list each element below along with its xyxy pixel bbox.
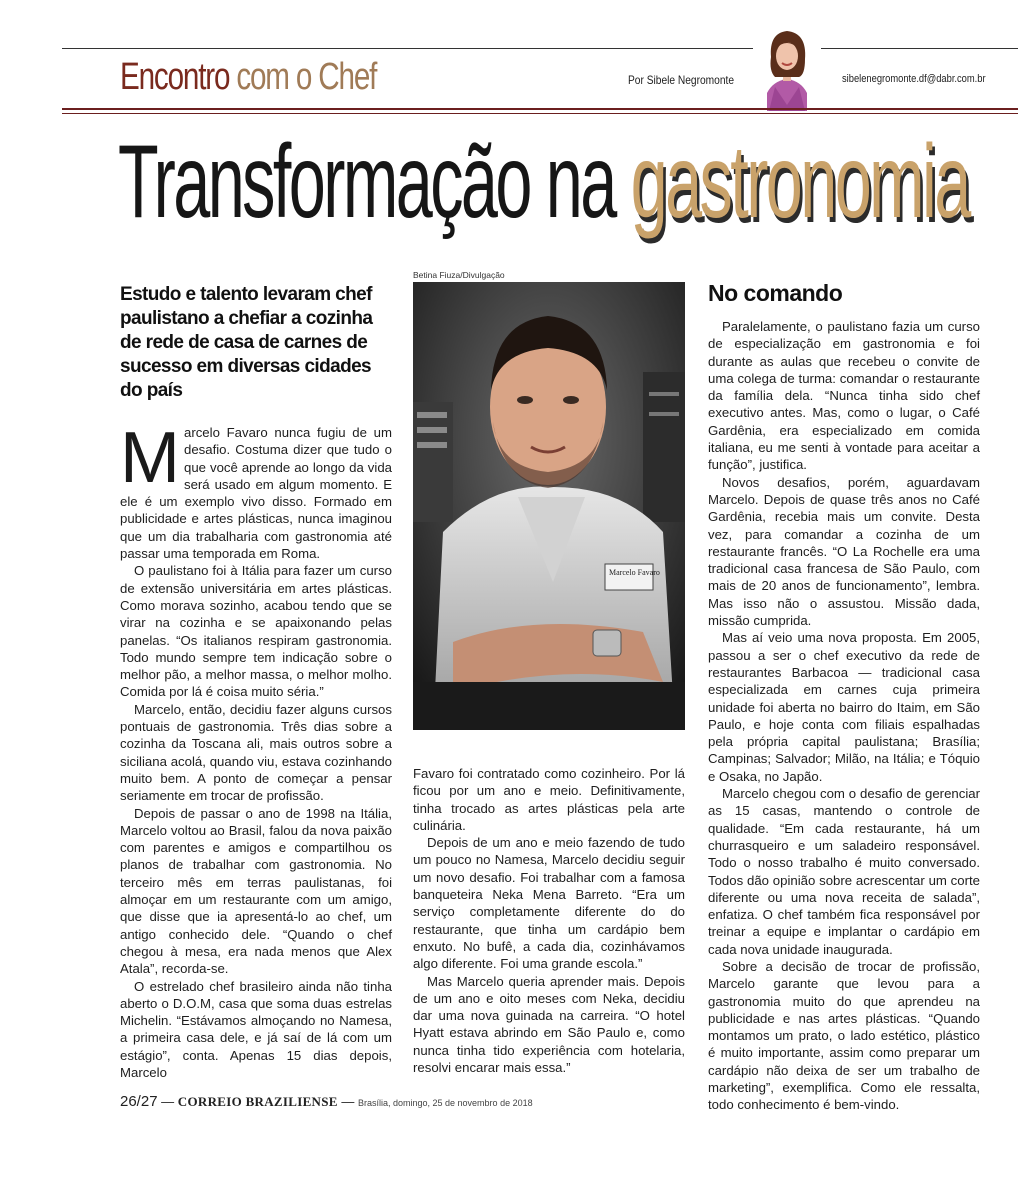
paragraph: O estrelado chef brasileiro ainda não tinha aberto o D.O.M, casa que soma duas estrelas Michelin. “Estávamos almoçando no Namesa, a primeira casa dele, e já saí de lá com um estágio”, conta. Apenas 15 dias depois, Marcelo: [120, 978, 392, 1080]
paragraph: Paralelamente, o paulistano fazia um curso de especialização em gastronomia e foi durante as aulas que recebeu o convite de uma colega de turma: comandar o restaurante da família dela. “Nunca tinha sido chef executivo antes. Mas, como o lugar, o Café Gardênia, era especializado em comida italiana, eu me senti à vontade para aceitar a função”, justifica.: [708, 319, 980, 473]
publication-date: Brasília, domingo, 25 de novembro de 2018: [357, 1098, 533, 1108]
paragraph: Favaro foi contratado como cozinheiro. Por lá ficou por um ano e meio. Definitivamente, tinha trocado as artes plásticas pela arte culinária.: [413, 766, 685, 833]
section-label: [120, 56, 376, 99]
article-column-3: [708, 318, 980, 1114]
paragraph: Mas Marcelo queria aprender mais. Depois de um ano e oito meses com Neka, decidiu dar uma nova guinada na carreira. “O hotel Hyatt estava abrindo em São Paulo e, como nunca tinha tido experiência com hotelaria, resolvi encarar mais essa.”: [413, 973, 685, 1076]
author-byline: Por Sibele Negromonte: [628, 73, 735, 87]
header-rule-thin: [62, 113, 1018, 114]
footer-dash: —: [341, 1094, 355, 1109]
section-label-word2: com o Chef: [236, 56, 377, 98]
newspaper-brand: CORREIO BRAZILIENSE: [177, 1094, 338, 1109]
paragraph: Mas aí veio uma nova proposta. Em 2005, passou a ser o chef executivo da rede de restaurantes Barbacoa — tradicional casa especializada em carnes cuja primeira unidade foi aberta no bairro do Itaim, em São Paulo, e hoje conta com filiais espalhadas pela própria capital paulistana; Brasília; Campinas; Salvador; Milão, na Itália; e Tóquio e Osaka, no Japão.: [708, 630, 980, 784]
paragraph: Sobre a decisão de trocar de profissão, Marcelo garante que levou para a gastronomia muito do que aprendeu na publicidade e nas artes plásticas. “Quando montamos um prato, o lado estético, plástico é muito importante, assim como preparar um cardápio não deixa de ser um trabalho de marketing”, exemplifica. Como ele ressalta, todo conhecimento é bem-vindo.: [708, 958, 980, 1113]
article-column-1: [120, 418, 392, 1081]
headline-main: Transformação na: [118, 124, 615, 240]
section-heading-no-comando: No comando: [708, 280, 843, 306]
footer-dash: —: [161, 1094, 175, 1109]
paragraph: Novos desafios, porém, aguardavam Marcelo. Depois de quase três anos no Café Gardênia, recebia mais um convite. Desta vez, para comandar a cozinha de um restaurante francês. “O La Rochelle era uma tradicional casa francesa de São Paulo, com mais de 20 anos de funcionamento”, lembra. Mas isso não o assustou. Missão dada, missão cumprida.: [708, 474, 980, 629]
paragraph: Marcelo Favaro nunca fugiu de um desafio. Costuma dizer que tudo o que você aprende ao longo da vida será usado em algum momento. E ele é um exemplo vivo disso. Formado em publicidade e artes plásticas, nunca imaginou que um dia trabalharia com gastronomia até passar uma temporada em Roma.: [120, 418, 392, 562]
paragraph: O paulistano foi à Itália para fazer um curso de extensão universitária em artes plásticas. Como morava sozinho, acabou tendo que se virar na cozinha e se apaixonando pelas panelas. “Os italianos respiram gastronomia. Todo mundo sempre tem indicação sobre o melhor pão, a melhor massa, o melhor molho. Comida por lá é coisa muito séria.”: [120, 563, 392, 700]
article-subhead: Estudo e talento levaram chef paulistano a chefiar a cozinha de rede de casa de carnes de sucesso em diversas cidades do país: [120, 284, 373, 401]
paragraph: Marcelo, então, decidiu fazer alguns cursos pontuais de gastronomia. Três dias sobre a cozinha da Toscana ali, mais outros sobre a siciliana acolá, quando viu, estava cozinhando muito bem. A ponto de começar a pensar seriamente em trocar de profissão.: [120, 701, 392, 804]
paragraph: Marcelo chegou com o desafio de gerenciar as 15 casas, mantendo o controle de qualidade. “Em cada restaurante, há um churrasqueiro e um saladeiro responsável. Todo o nosso trabalho é muito conversado. Todos dão opinião sobre acrescentar um corte diferente ou uma nova receita de salada”, enfatiza. O chef também fica responsável por treinar a equipe e implantar o cardápio em cada nova unidade inaugurada.: [708, 786, 980, 957]
author-photo: [753, 27, 821, 111]
chef-photo: [413, 282, 685, 730]
section-label-word1: Encontro: [120, 56, 230, 98]
headline-highlight: gastronomia: [630, 124, 969, 240]
jacket-label: Marcelo Favaro: [609, 568, 660, 577]
article-column-2: [413, 765, 685, 1076]
header-top-rule: [62, 48, 1018, 49]
header-rule-thick: [62, 108, 1018, 110]
page-footer: [120, 1093, 533, 1110]
drop-cap: M: [120, 418, 180, 498]
photo-credit: Betina Fiuza/Divulgação: [413, 270, 505, 280]
paragraph: Depois de passar o ano de 1998 na Itália, Marcelo voltou ao Brasil, falou da nova paixão com parentes e amigos e compartilhou os planos de trabalhar com gastronomia. No terceiro mês em terras paulistanas, foi almoçar em um restaurante com um amigo, que disse que ia apresentá-lo ao chef, um antigo conhecido dele. “Quando o chef chegou à mesa, era nada menos que Alex Atala”, recorda-se.: [120, 805, 392, 977]
page-numbers: 26/27: [120, 1093, 158, 1110]
headline: [118, 124, 969, 240]
paragraph: Depois de um ano e meio fazendo de tudo um pouco no Namesa, Marcelo decidiu seguir um novo desafio. Foi trabalhar com a famosa banqueteira Neka Mena Barreto. “Era um serviço completamente diferente do do restaurante, que tinha um cardápio bem enxuto. No bufê, a cada dia, cozinhávamos algo diferente. Foi uma grande escola.”: [413, 835, 685, 972]
author-email[interactable]: sibelenegromonte.df@dabr.com.br: [842, 73, 986, 85]
